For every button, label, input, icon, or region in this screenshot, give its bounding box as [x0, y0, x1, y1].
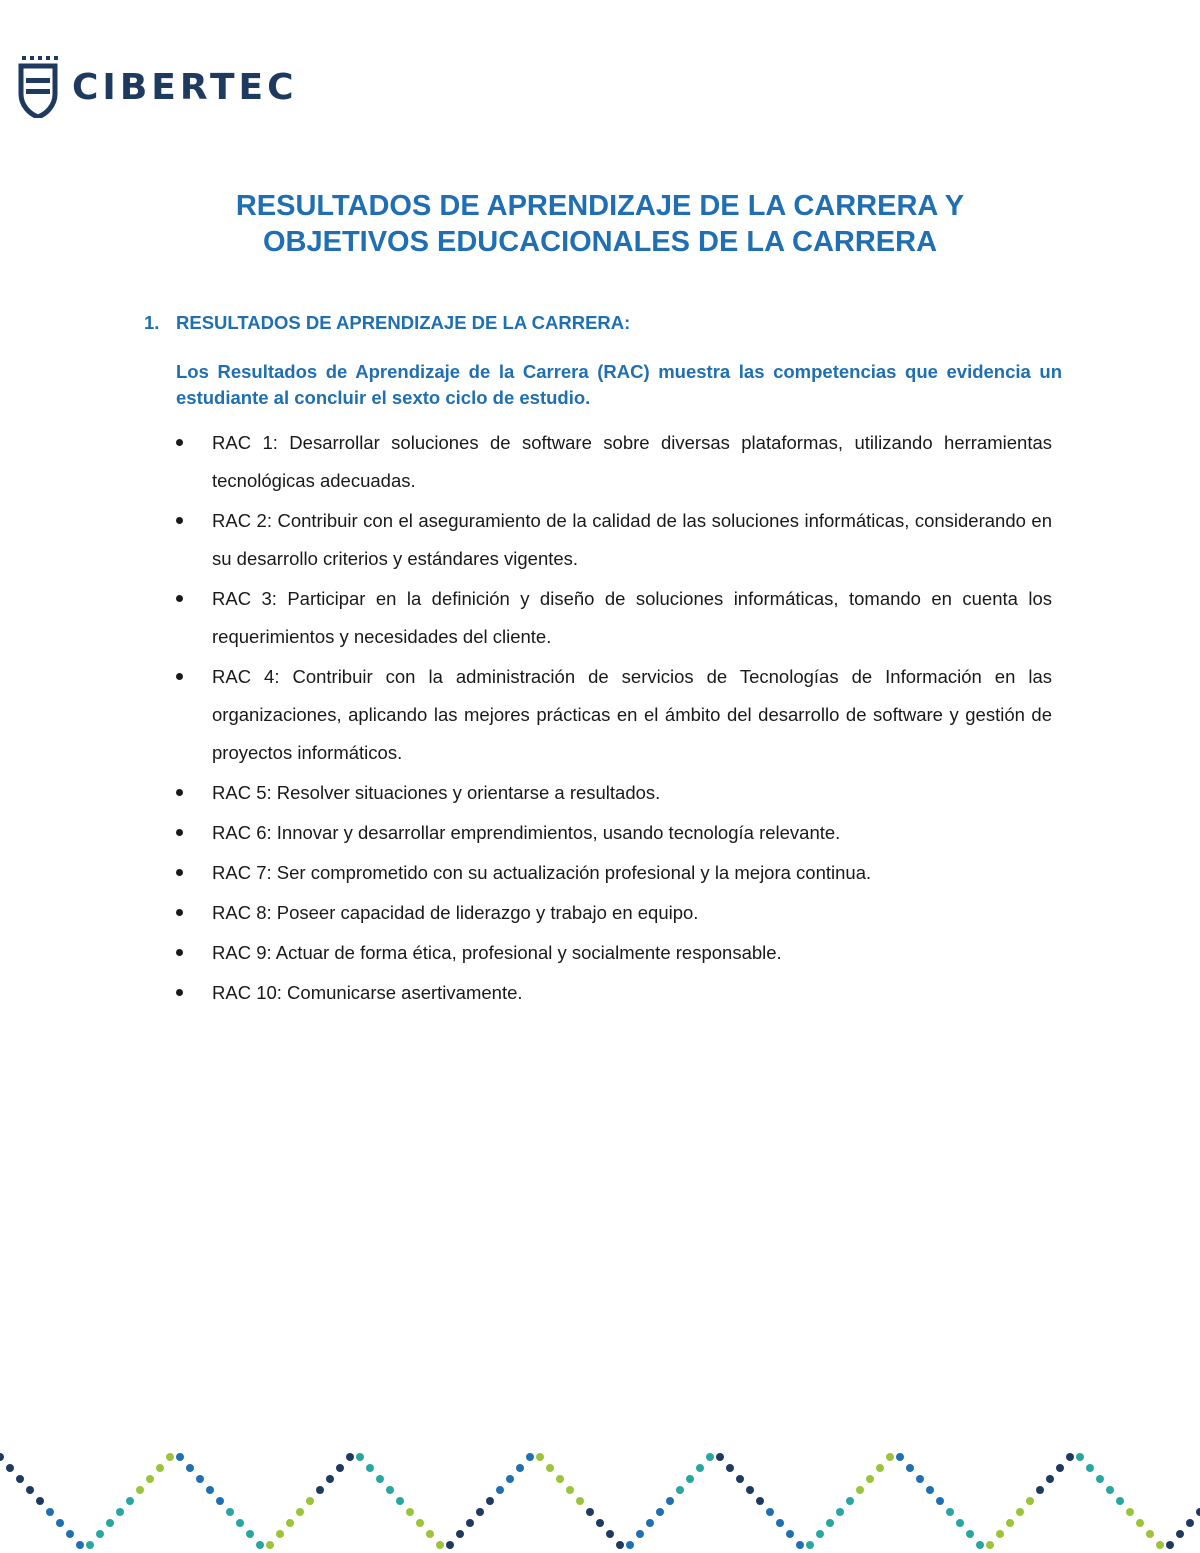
list-item-text: RAC 1: Desarrollar soluciones de software sobre diversas plataformas, utilizando herramientas tecnológicas adecuadas. [212, 432, 1052, 491]
decorative-dot [1016, 1508, 1024, 1516]
decorative-dot [186, 1464, 194, 1472]
decorative-dot [416, 1519, 424, 1527]
decorative-dot [496, 1486, 504, 1494]
decorative-dot [586, 1508, 594, 1516]
decorative-dot [1036, 1486, 1044, 1494]
decorative-dot [276, 1530, 284, 1538]
decorative-dot [136, 1486, 144, 1494]
decorative-dot [476, 1508, 484, 1516]
decorative-dot [986, 1541, 994, 1549]
bullet-icon [176, 829, 183, 836]
decorative-dot [626, 1541, 634, 1549]
list-item-text: RAC 9: Actuar de forma ética, profesional y socialmente responsable. [212, 942, 782, 963]
decorative-dot [606, 1530, 614, 1538]
decorative-dot [286, 1519, 294, 1527]
decorative-dot [0, 1453, 4, 1461]
decorative-dot [236, 1519, 244, 1527]
decorative-dot [526, 1453, 534, 1461]
decorative-dot [466, 1519, 474, 1527]
decorative-dot [366, 1464, 374, 1472]
bullet-icon [176, 949, 183, 956]
decorative-dot [1006, 1519, 1014, 1527]
decorative-dot [406, 1508, 414, 1516]
decorative-dot [1196, 1508, 1200, 1516]
decorative-dot [836, 1508, 844, 1516]
decorative-dot [726, 1464, 734, 1472]
decorative-dot [1026, 1497, 1034, 1505]
decorative-dot [746, 1486, 754, 1494]
bullet-icon [176, 673, 183, 680]
decorative-dot [906, 1464, 914, 1472]
decorative-dot [846, 1497, 854, 1505]
decorative-dot [76, 1541, 84, 1549]
decorative-dot [446, 1541, 454, 1549]
decorative-dot [686, 1475, 694, 1483]
decorative-dot [346, 1453, 354, 1461]
rac-list [176, 424, 1052, 1014]
bullet-icon [176, 989, 183, 996]
decorative-dot [856, 1486, 864, 1494]
decorative-dot [676, 1486, 684, 1494]
decorative-dot [936, 1497, 944, 1505]
list-item [176, 502, 1052, 578]
decorative-dot [486, 1497, 494, 1505]
decorative-dot [1056, 1464, 1064, 1472]
decorative-dot [966, 1530, 974, 1538]
decorative-dot [1116, 1497, 1124, 1505]
bullet-icon [176, 517, 183, 524]
list-item-text: RAC 5: Resolver situaciones y orientarse a resultados. [212, 782, 661, 803]
decorative-dot [306, 1497, 314, 1505]
list-item [176, 854, 1052, 892]
decorative-dot [916, 1475, 924, 1483]
decorative-dot [256, 1541, 264, 1549]
decorative-dot [176, 1453, 184, 1461]
decorative-dot [656, 1508, 664, 1516]
decorative-dot [426, 1530, 434, 1538]
decorative-dot [26, 1486, 34, 1494]
decorative-dot [156, 1464, 164, 1472]
decorative-dot [776, 1519, 784, 1527]
title-line-2: OBJETIVOS EDUCACIONALES DE LA CARRERA [262, 226, 938, 258]
decorative-dot [126, 1497, 134, 1505]
decorative-dot [246, 1530, 254, 1538]
title-line-1: RESULTADOS DE APRENDIZAJE DE LA CARRERA Y [235, 190, 965, 222]
decorative-dot [386, 1486, 394, 1494]
shield-crest-icon [18, 56, 58, 118]
decorative-dot [376, 1475, 384, 1483]
decorative-dot [166, 1453, 174, 1461]
decorative-dot [976, 1541, 984, 1549]
decorative-dot [206, 1486, 214, 1494]
section-heading-text: RESULTADOS DE APRENDIZAJE DE LA CARRERA: [176, 312, 631, 333]
decorative-dot [956, 1519, 964, 1527]
list-item-text: RAC 2: Contribuir con el aseguramiento de la calidad de las soluciones informáticas, considerando en su desarrollo criterios y estándares vigentes. [212, 510, 1052, 569]
decorative-dot [1176, 1530, 1184, 1538]
decorative-dot [506, 1475, 514, 1483]
section-number: 1. [144, 312, 160, 333]
decorative-dot [866, 1475, 874, 1483]
decorative-dot [1086, 1464, 1094, 1472]
decorative-dot [1136, 1519, 1144, 1527]
list-item [176, 580, 1052, 656]
decorative-dot [716, 1453, 724, 1461]
decorative-dot [296, 1508, 304, 1516]
decorative-dot [1076, 1453, 1084, 1461]
section-intro: Los Resultados de Aprendizaje de la Carrera (RAC) muestra las competencias que evidencia un estudiante al concluir el sexto ciclo de estudio. [176, 361, 1062, 408]
list-item-text: RAC 3: Participar en la definición y diseño de soluciones informáticas, tomando en cuenta los requerimientos y necesidades del cliente. [212, 588, 1052, 647]
decorative-dot [436, 1541, 444, 1549]
decorative-dot [596, 1519, 604, 1527]
document-title [0, 188, 1200, 260]
brand-name: CIBERTEC [72, 66, 298, 108]
decorative-dot [816, 1530, 824, 1538]
decorative-dot [356, 1453, 364, 1461]
list-item-text: RAC 8: Poseer capacidad de liderazgo y trabajo en equipo. [212, 902, 699, 923]
bullet-icon [176, 595, 183, 602]
list-item [176, 974, 1052, 1012]
decorative-dot [996, 1530, 1004, 1538]
decorative-dot [766, 1508, 774, 1516]
decorative-dot [706, 1453, 714, 1461]
decorative-dot [66, 1530, 74, 1538]
decorative-dot [756, 1497, 764, 1505]
list-item [176, 424, 1052, 500]
decorative-dot [1106, 1486, 1114, 1494]
decorative-dot [46, 1508, 54, 1516]
bullet-icon [176, 789, 183, 796]
list-item [176, 814, 1052, 852]
decorative-dot [1156, 1541, 1164, 1549]
list-item-text: RAC 4: Contribuir con la administración de servicios de Tecnologías de Información en las organizaciones, aplicando las mejores prácticas en el ámbito del desarrollo de software y gestión de proyectos informáticos. [212, 666, 1052, 763]
list-item [176, 894, 1052, 932]
decorative-dot [106, 1519, 114, 1527]
cibertec-logo [18, 56, 298, 118]
decorative-dot [16, 1475, 24, 1483]
decorative-dot [1186, 1519, 1194, 1527]
decorative-dot [886, 1453, 894, 1461]
decorative-dot [86, 1541, 94, 1549]
decorative-dot [1046, 1475, 1054, 1483]
decorative-dot [326, 1475, 334, 1483]
decorative-dot [226, 1508, 234, 1516]
decorative-dot [6, 1464, 14, 1472]
decorative-dot [36, 1497, 44, 1505]
decorative-dot [536, 1453, 544, 1461]
decorative-dot [646, 1519, 654, 1527]
decorative-dot [216, 1497, 224, 1505]
decorative-dot [1096, 1475, 1104, 1483]
decorative-dot [556, 1475, 564, 1483]
decorative-dot [316, 1486, 324, 1494]
list-item [176, 934, 1052, 972]
decorative-dot [896, 1453, 904, 1461]
decorative-dot [196, 1475, 204, 1483]
decorative-dot [636, 1530, 644, 1538]
decorative-dot [1066, 1453, 1074, 1461]
decorative-dot [96, 1530, 104, 1538]
decorative-dot [266, 1541, 274, 1549]
list-item-text: RAC 7: Ser comprometido con su actualización profesional y la mejora continua. [212, 862, 872, 883]
decorative-dot [666, 1497, 674, 1505]
decorative-dot [546, 1464, 554, 1472]
decorative-dot [146, 1475, 154, 1483]
decorative-dot [116, 1508, 124, 1516]
list-item-text: RAC 10: Comunicarse asertivamente. [212, 982, 523, 1003]
decorative-dot [736, 1475, 744, 1483]
list-item-text: RAC 6: Innovar y desarrollar emprendimientos, usando tecnología relevante. [212, 822, 841, 843]
bullet-icon [176, 439, 183, 446]
decorative-dot [826, 1519, 834, 1527]
decorative-dot [576, 1497, 584, 1505]
list-item [176, 774, 1052, 812]
list-item [176, 658, 1052, 772]
section-heading [144, 312, 630, 334]
decorative-dot [796, 1541, 804, 1549]
decorative-dot [616, 1541, 624, 1549]
decorative-dot [336, 1464, 344, 1472]
decorative-dot [516, 1464, 524, 1472]
decorative-dot [786, 1530, 794, 1538]
decorative-dot [806, 1541, 814, 1549]
decorative-dot [1146, 1530, 1154, 1538]
bullet-icon [176, 909, 183, 916]
decorative-dot [396, 1497, 404, 1505]
decorative-dot [1166, 1541, 1174, 1549]
decorative-dot [56, 1519, 64, 1527]
decorative-dot [566, 1486, 574, 1494]
decorative-dot [926, 1486, 934, 1494]
decorative-dot [456, 1530, 464, 1538]
dot-pattern-icon [0, 1445, 1200, 1553]
decorative-dot [1126, 1508, 1134, 1516]
decorative-dot [946, 1508, 954, 1516]
bullet-icon [176, 869, 183, 876]
decorative-dot [876, 1464, 884, 1472]
decorative-dot [696, 1464, 704, 1472]
